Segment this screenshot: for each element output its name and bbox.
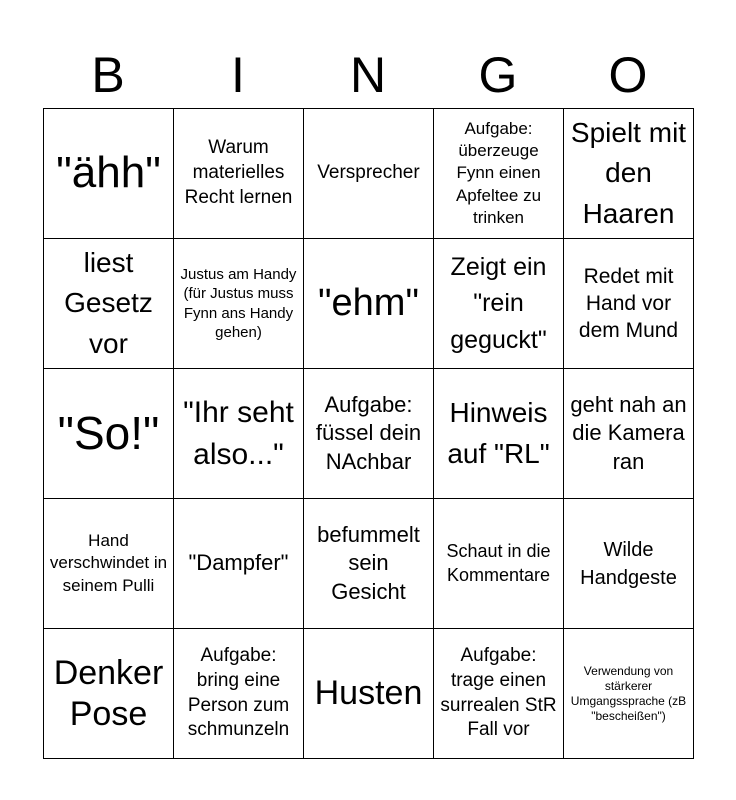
bingo-cell[interactable]: liest Gesetz vor [44,239,174,369]
bingo-cell[interactable]: "So!" [44,369,174,499]
bingo-header [43,40,693,110]
bingo-cell[interactable]: befummelt sein Gesicht [304,499,434,629]
bingo-cell[interactable]: Zeigt ein "rein geguckt" [434,239,564,369]
bingo-cell[interactable]: Hinweis auf "RL" [434,369,564,499]
bingo-cell[interactable]: Justus am Handy (für Justus muss Fynn ans Handy gehen) [174,239,304,369]
bingo-cell[interactable]: Aufgabe: trage einen surrealen StR Fall vor [434,629,564,759]
header-letter-g: G [478,47,518,103]
bingo-cell[interactable]: Spielt mit den Haaren [564,109,694,239]
bingo-row [44,499,694,629]
bingo-cell[interactable]: Verwendung von stärkerer Umgangssprache (zB "bescheißen") [564,629,694,759]
bingo-cell[interactable]: Husten [304,629,434,759]
bingo-board [43,108,694,759]
header-letter-b: B [91,47,125,103]
bingo-cell[interactable]: Wilde Handgeste [564,499,694,629]
bingo-cell[interactable]: Hand verschwindet in seinem Pulli [44,499,174,629]
bingo-cell[interactable]: "ehm" [304,239,434,369]
bingo-cell[interactable]: Aufgabe: überzeuge Fynn einen Apfeltee zu trinken [434,109,564,239]
bingo-cell[interactable]: Schaut in die Kommentare [434,499,564,629]
bingo-cell[interactable]: "Dampfer" [174,499,304,629]
bingo-cell[interactable]: Denker Pose [44,629,174,759]
bingo-cell[interactable]: Warum materielles Recht lernen [174,109,304,239]
bingo-row [44,239,694,369]
bingo-cell[interactable]: Versprecher [304,109,434,239]
bingo-cell[interactable]: Redet mit Hand vor dem Mund [564,239,694,369]
bingo-cell[interactable]: geht nah an die Kamera ran [564,369,694,499]
bingo-cell[interactable]: "ähh" [44,109,174,239]
header-letter-n: N [349,47,387,103]
bingo-cell[interactable]: Aufgabe: füssel dein NAchbar [304,369,434,499]
bingo-row [44,369,694,499]
bingo-row [44,629,694,759]
bingo-cell[interactable]: Aufgabe: bring eine Person zum schmunzeln [174,629,304,759]
bingo-row [44,109,694,239]
bingo-cell[interactable]: "Ihr seht also..." [174,369,304,499]
header-letter-o: O [608,47,648,103]
header-letter-i: I [231,47,245,103]
